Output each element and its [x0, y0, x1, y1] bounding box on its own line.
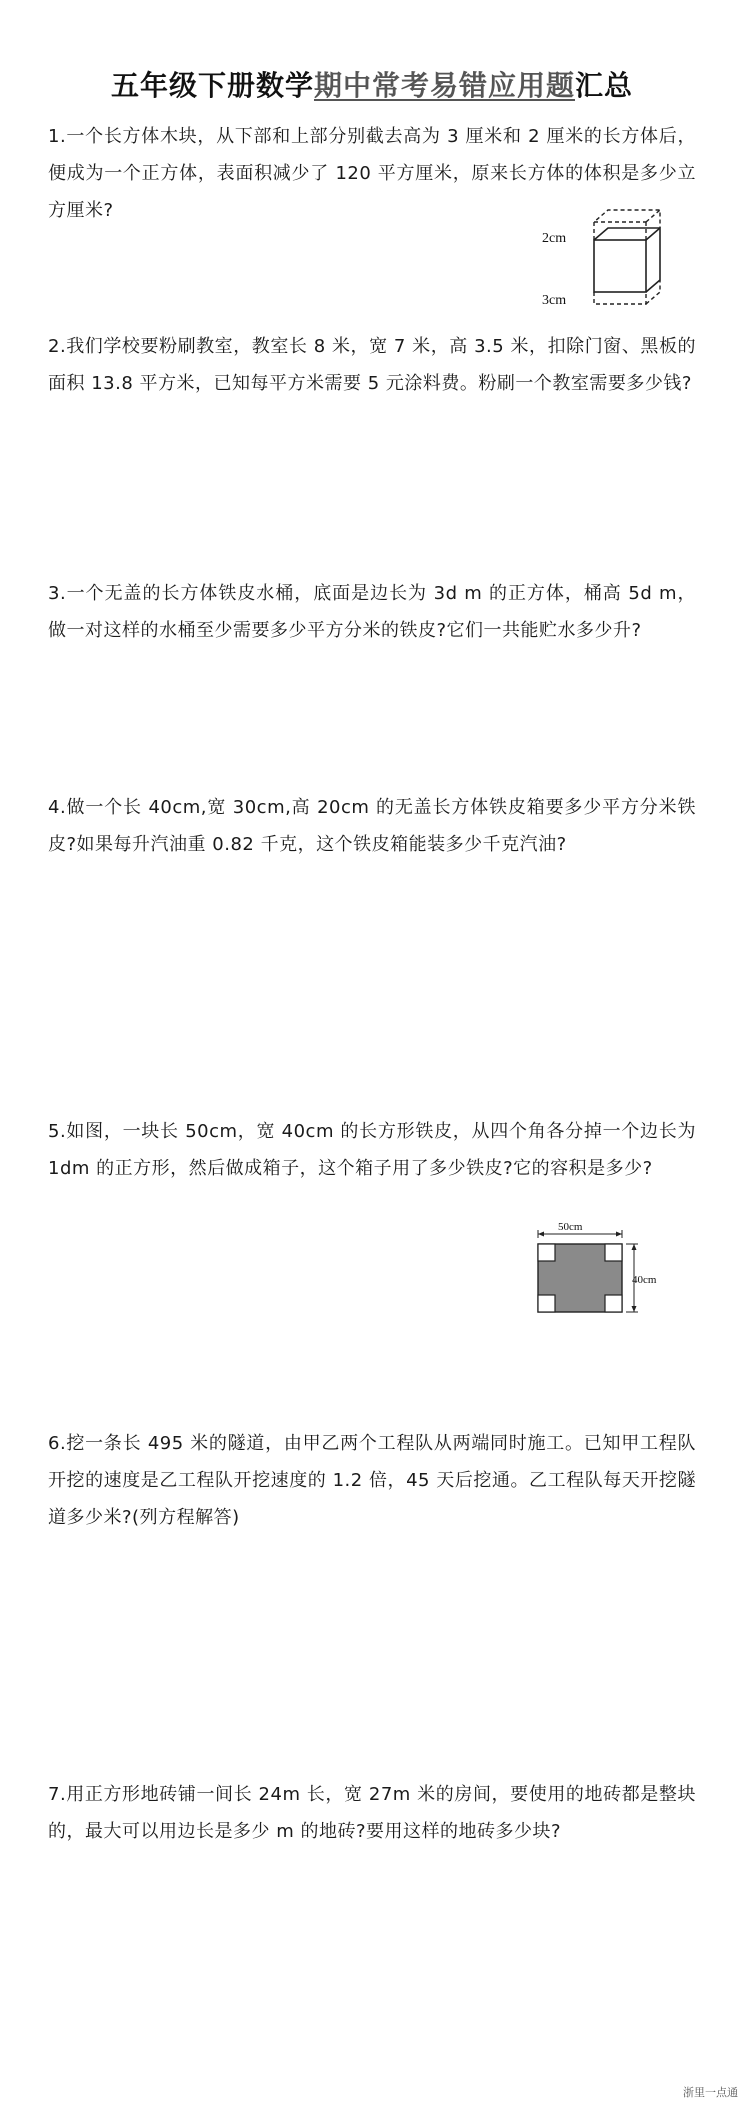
figure1-label-top: 2cm — [542, 231, 567, 246]
figure-cut-sheet — [528, 1222, 668, 1338]
watermark: 浙里一点通 — [683, 2086, 738, 2099]
title-prefix: 五年级下册数学 — [110, 69, 314, 102]
question-5: 5.如图，一块长 50cm，宽 40cm 的长方形铁皮，从四个角各分掉一个边长为 1dm 的正方形，然后做成箱子，这个箱子用了多少铁皮?它的容积是多少? — [48, 1121, 696, 1179]
question-1: 1.一个长方体木块，从下部和上部分别截去高为 3 厘米和 2 厘米的长方体后，便成为一个正方体，表面积减少了 120 平方厘米，原来长方体的体积是多少立方厘米? — [48, 126, 696, 221]
question-6: 6.挖一条长 495 米的隧道，由甲乙两个工程队从两端同时施工。已知甲工程队开挖的速度是乙工程队开挖速度的 1.2 倍，45 天后挖通。乙工程队每天开挖隧道多少米?(列方程解答) — [48, 1433, 696, 1528]
question-4: 4.做一个长 40cm,宽 30cm,高 20cm 的无盖长方体铁皮箱要多少平方分米铁皮?如果每升汽油重 0.82 千克，这个铁皮箱能装多少千克汽油? — [48, 797, 696, 855]
question-7: 7.用正方形地砖铺一间长 24m 长，宽 27m 米的房间，要使用的地砖都是整块的，最大可以用边长是多少 m 的地砖?要用这样的地砖多少块? — [48, 1784, 696, 1842]
figure-cuboid — [538, 208, 698, 312]
figure1-label-bottom: 3cm — [542, 293, 567, 308]
question-3: 3.一个无盖的长方体铁皮水桶，底面是边长为 3d m 的正方体，桶高 5d m，做一对这样的水桶至少需要多少平方分米的铁皮?它们一共能贮水多少升? — [48, 583, 696, 641]
title-suffix: 汇总 — [575, 69, 634, 102]
page-title — [0, 64, 744, 104]
figure5-label-height: 40cm — [632, 1274, 657, 1286]
title-highlight: 期中常考易错应用题 — [313, 69, 575, 102]
question-2: 2.我们学校要粉刷教室，教室长 8 米，宽 7 米，高 3.5 米，扣除门窗、黑板的面积 13.8 平方米，已知每平方米需要 5 元涂料费。粉刷一个教室需要多少钱? — [48, 336, 696, 394]
figure5-label-width: 50cm — [558, 1222, 583, 1233]
